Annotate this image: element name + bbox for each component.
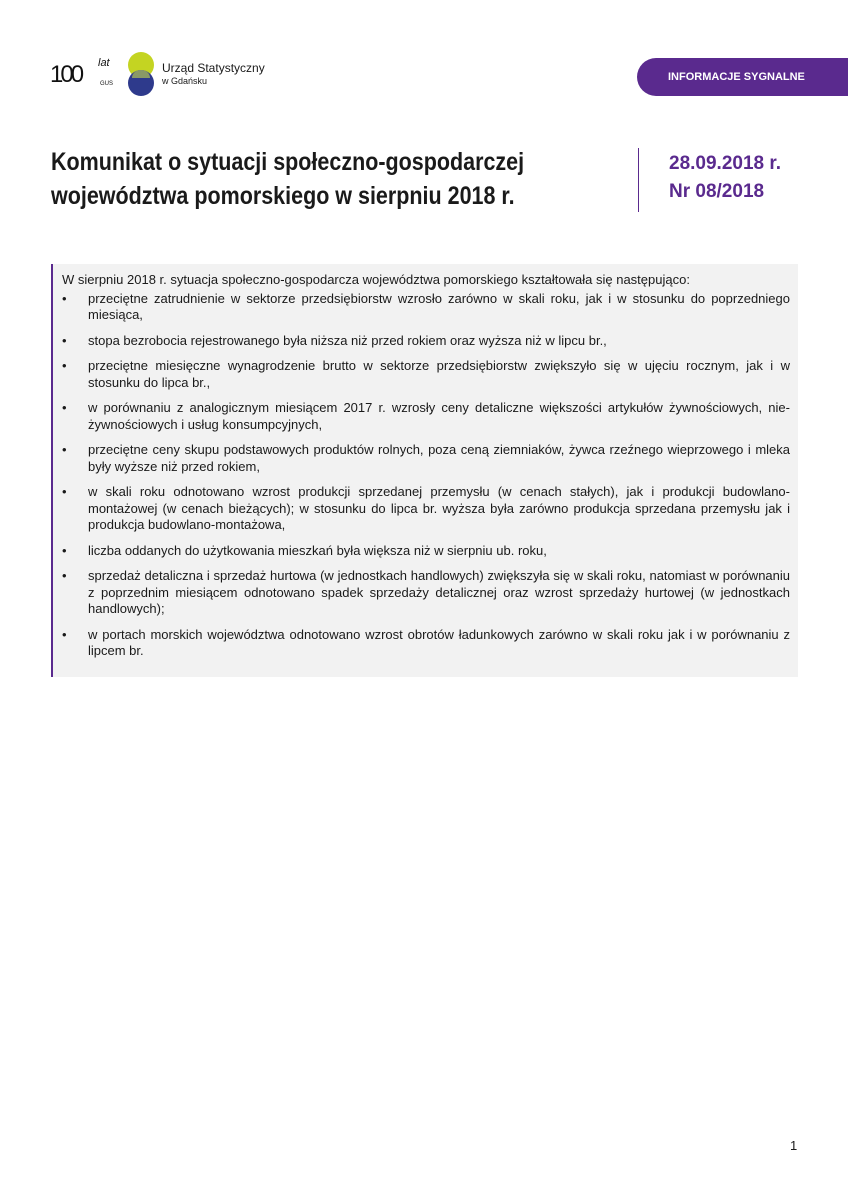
release-number: Nr 08/2018 [669,181,765,202]
list-item-text: przeciętne ceny skupu podstawowych produktów rolnych, poza ceną ziemniaków, żywca rzeźnego wieprzowego i mleka były wyższe niż przed rokiem, [88,442,790,474]
page-number: 1 [790,1138,798,1153]
list-item-text: w skali roku odnotowano wzrost produkcji sprzedanej przemysłu (w cenach stałych), jak i produkcji budowlano-montażowej (w cenach bieżących); w stosunku do lipca br. wyższa była zarówno produkcja sprzedana przemysłu jak i produkcja budowlano-montażowa, [88,484,790,532]
list-item: • przeciętne ceny skupu podstawowych produktów rolnych, poza ceną ziemniaków, żywca rzeźnego wieprzowego i mleka były wyższe niż przed rokiem, [62,442,790,474]
office-name: Urząd Statystyczny [162,61,265,75]
list-item-text: przeciętne zatrudnienie w sektorze przedsiębiorstw wzrosło zarówno w skali roku, jak i w stosunku do poprzedniego miesiąca, [88,290,790,322]
release-date: 28.09.2018 r. [669,153,781,174]
list-item-text: przeciętne miesięczne wynagrodzenie brutto w sektorze przedsiębiorstw zwiększyło się w ujęciu rocznym, jak i w stosunku do lipca br., [88,358,790,390]
office-city: w Gdańsku [162,76,208,86]
list-item: • przeciętne zatrudnienie w sektorze przedsiębiorstw wzrosło zarówno w skali roku, jak i w stosunku do poprzedniego miesiąca, [62,290,790,322]
list-item: • w porównaniu z analogicznym miesiącem 2017 r. wzrosły ceny detaliczne większości artykułów żywnościowych, nie-żywnościowych i usług konsumpcyjnych, [62,400,790,432]
list-item-text: w porównaniu z analogicznym miesiącem 2017 r. wzrosły ceny detaliczne większości artykułów żywnościowych, nie-żywnościowych i usług konsumpcyjnych, [88,400,790,432]
list-item: • liczba oddanych do użytkowania mieszkań była większa niż w sierpniu ub. roku, [62,542,547,558]
office-emblem-icon [126,52,156,98]
list-item: • w skali roku odnotowano wzrost produkcji sprzedanej przemysłu (w cenach stałych), jak i produkcji budowlano-montażowej (w cenach bieżących); w stosunku do lipca br. wyższa była zarówno produkcja sprzedana przemysłu jak i produkcja budowlano-montażowa, [62,484,790,532]
logo [50,52,265,98]
logo-gus: GUS [100,81,114,87]
list-item-text: w portach morskich województwa odnotowano wzrost obrotów ładunkowych zarówno w skali roku jak i w porównaniu z lipcem br. [88,626,790,658]
list-item-text: sprzedaż detaliczna i sprzedaż hurtowa (w jednostkach handlowych) zwiększyła się w skali roku, natomiast w porównaniu z poprzednim miesiącem odnotowano spadek sprzedaży detalicznej oraz wzrost sprzedaży hurtowej (w jednostkach handlowych); [88,568,790,616]
summary-intro: W sierpniu 2018 r. sytuacja społeczno-gospodarcza województwa pomorskiego kształtowała się następująco: [62,272,690,287]
list-item: • przeciętne miesięczne wynagrodzenie brutto w sektorze przedsiębiorstw zwiększyło się w ujęciu rocznym, jak i w stosunku do lipca br., [62,358,790,390]
list-item: • stopa bezrobocia rejestrowanego była niższa niż przed rokiem oraz wyższa niż w lipcu br., [62,332,607,348]
title-line-1: Komunikat o sytuacji społeczno-gospodarczej [51,148,525,176]
summary-box [51,264,798,677]
list-item: • w portach morskich województwa odnotowano wzrost obrotów ładunkowych zarówno w skali roku jak i w porównaniu z lipcem br. [62,626,790,658]
section-badge: INFORMACJE SYGNALNE [637,58,848,96]
summary-list [62,291,790,660]
logo-lat: lat [98,57,110,69]
divider [638,148,639,212]
100-lat-gus-logo [50,57,122,93]
list-item: • sprzedaż detaliczna i sprzedaż hurtowa (w jednostkach handlowych) zwiększyła się w skali roku, natomiast w porównaniu z poprzednim miesiącem odnotowano spadek sprzedaży detalicznej oraz wzrost sprzedaży hurtowej (w jednostkach handlowych); [62,568,790,616]
list-item-text: liczba oddanych do użytkowania mieszkań była większa niż w sierpniu ub. roku, [88,542,547,558]
logo-100: 100 [50,61,82,88]
list-item-text: stopa bezrobocia rejestrowanego była niższa niż przed rokiem oraz wyższa niż w lipcu br., [88,332,607,348]
page-title [51,145,584,213]
title-line-2: województwa pomorskiego w sierpniu 2018 r. [51,182,515,210]
